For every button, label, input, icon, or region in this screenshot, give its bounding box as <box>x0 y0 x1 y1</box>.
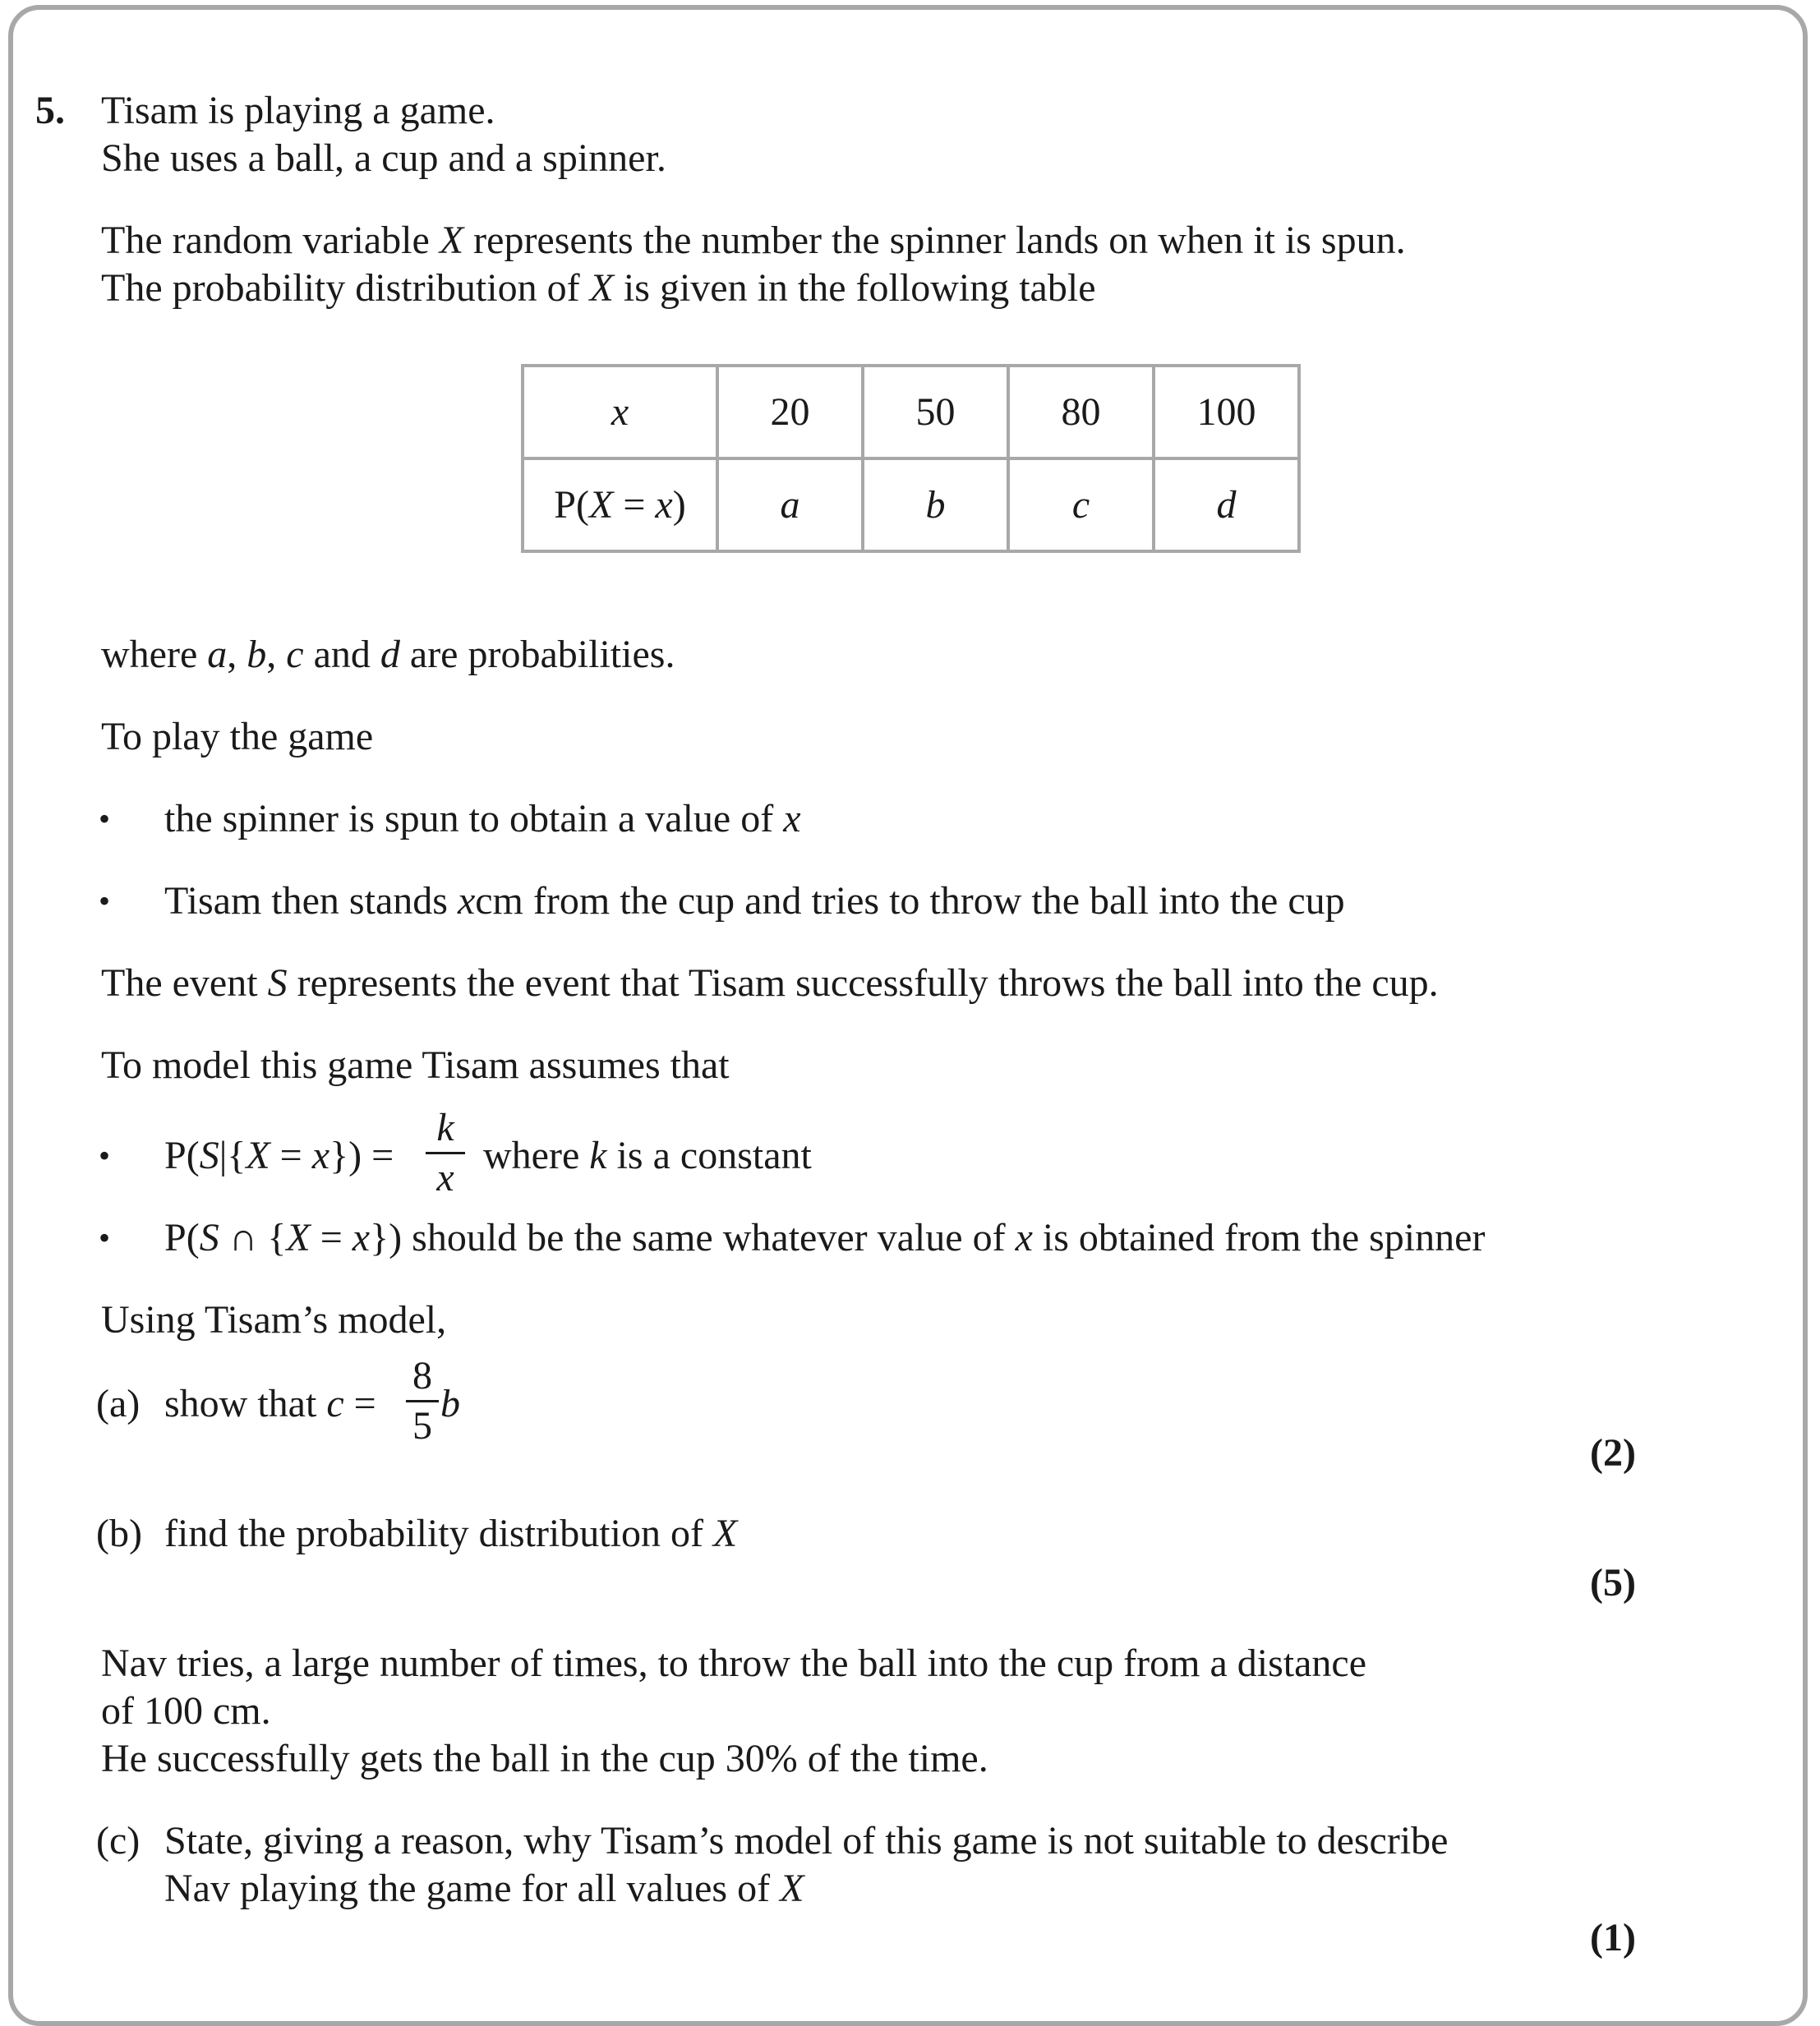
bullet-icon: • <box>99 1219 111 1256</box>
part-a-label: (a) <box>96 1382 141 1425</box>
random-variable-line-1: The random variable X represents the number the spinner lands on when it is spun. <box>101 219 1406 262</box>
table-cell-x-4: 100 <box>1154 366 1299 458</box>
table-cell-p-3: c <box>1008 458 1154 551</box>
play-bullet-2: Tisam then stands xcm from the cup and tries to throw the ball into the cup <box>164 879 1345 923</box>
part-b-text: find the probability distribution of X <box>164 1512 738 1555</box>
assumption-2-text: P(S ∩ {X = x}) should be the same whatever value of x is obtained from the spinner <box>164 1216 1486 1259</box>
table-cell-x-1: 20 <box>717 366 863 458</box>
intro-line-1: Tisam is playing a game. <box>101 89 495 132</box>
bullet-icon: • <box>99 882 111 919</box>
table-cell-p-2: b <box>863 458 1008 551</box>
play-bullet-1: the spinner is spun to obtain a value of x <box>164 797 801 840</box>
where-probabilities-text: where a, b, c and d are probabilities. <box>101 633 675 676</box>
part-c-line-1: State, giving a reason, why Tisam’s model of this game is not suitable to describe <box>164 1819 1449 1863</box>
fraction-8-over-5: 8 5 <box>406 1356 439 1447</box>
assumption-1-probability: P(S|{X = x}) = <box>164 1134 394 1177</box>
intro-line-2: She uses a ball, a cup and a spinner. <box>101 136 666 180</box>
table-row-probabilities <box>523 458 1299 551</box>
bullet-icon: • <box>99 800 111 837</box>
event-s-text: The event S represents the event that Tisam successfully throws the ball into the cup. <box>101 961 1439 1005</box>
question-number: 5. <box>35 89 65 132</box>
table-header-x: x <box>523 366 717 458</box>
fraction-k-over-x: k x <box>426 1107 465 1199</box>
table-cell-p-1: a <box>717 458 863 551</box>
part-b-marks: (5) <box>1590 1561 1636 1605</box>
table-row-values <box>523 366 1299 458</box>
table-cell-p-4: d <box>1154 458 1299 551</box>
using-model-text: Using Tisam’s model, <box>101 1298 447 1342</box>
part-a-marks: (2) <box>1590 1431 1636 1475</box>
part-a-text: show that c = <box>164 1382 376 1425</box>
bullet-icon: • <box>99 1137 111 1174</box>
assumption-1-constant: where k is a constant <box>483 1134 812 1177</box>
probability-distribution-table <box>521 364 1301 553</box>
part-c-label: (c) <box>96 1819 141 1863</box>
part-b-label: (b) <box>96 1512 142 1555</box>
nav-line-2: of 100 cm. <box>101 1689 271 1733</box>
part-a-variable-b: b <box>440 1382 460 1425</box>
table-cell-x-3: 80 <box>1008 366 1154 458</box>
to-play-text: To play the game <box>101 715 374 758</box>
model-intro-text: To model this game Tisam assumes that <box>101 1043 730 1087</box>
nav-line-1: Nav tries, a large number of times, to throw the ball into the cup from a distance <box>101 1642 1367 1685</box>
part-c-marks: (1) <box>1590 1916 1636 1959</box>
table-cell-x-2: 50 <box>863 366 1008 458</box>
table-header-probability: P(X = x) <box>523 458 717 551</box>
part-c-line-2: Nav playing the game for all values of X <box>164 1867 804 1910</box>
random-variable-line-2: The probability distribution of X is given in the following table <box>101 266 1096 310</box>
nav-line-3: He successfully gets the ball in the cup 30% of the time. <box>101 1737 988 1780</box>
